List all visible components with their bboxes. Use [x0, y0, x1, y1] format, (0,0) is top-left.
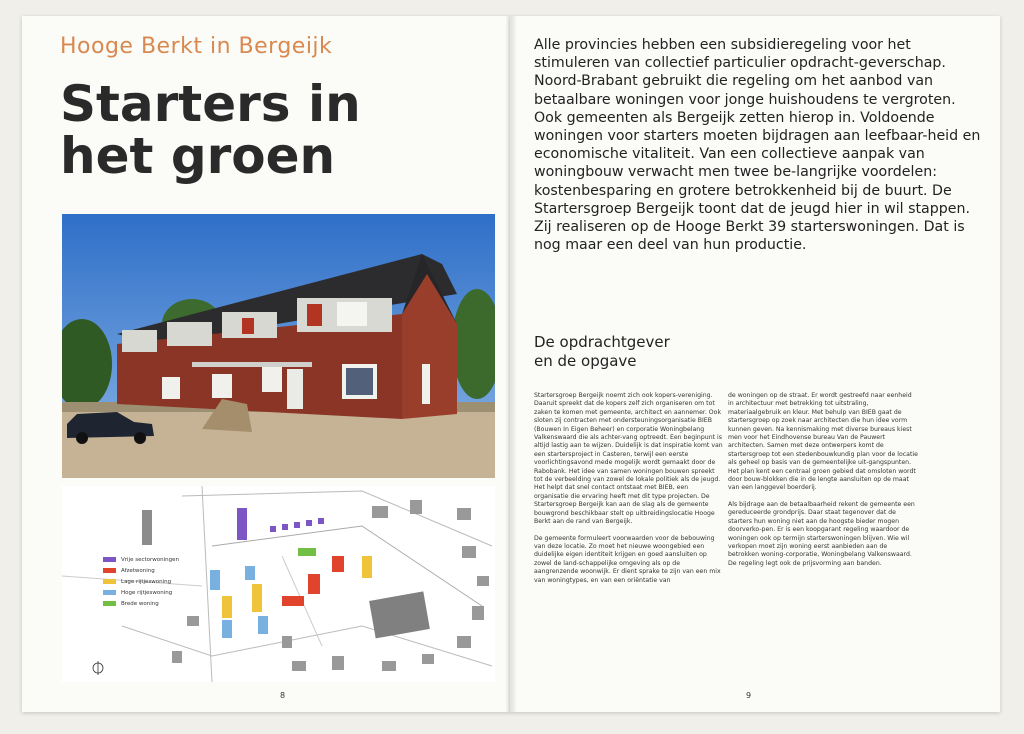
section-heading-line-2: en de opgave	[534, 352, 637, 370]
body-column-1	[534, 392, 724, 593]
intro-text: Alle provincies hebben een subsidieregeling voor het stimuleren van collectief particulier opdracht-geverschap. Noord-Brabant gebruikt die regeling om het aanbod van betaalbare woningen voor jonge huishoudens te vergroten. Ook gemeenten als Bergeijk zetten hierop in. Voldoende woningen voor starters moeten bijdragen aan leefbaar-heid en economische vitaliteit. Van een collectieve aanpak van woningbouw verwacht men twee be-langrijke voordelen: kostenbesparing en grotere betrokkenheid bij de buurt. De Startersgroep Bergeijk toont dat de jeugd hier in wil stappen. Zij realiseren op de Hooge Berkt 39 starterswoningen. Dat is nog maar een deel van hun productie.	[534, 37, 981, 254]
page-number-right: 9	[746, 691, 752, 700]
section-heading	[534, 333, 670, 371]
houses-photo	[62, 214, 495, 478]
legend-swatch	[103, 579, 116, 584]
article-title	[60, 75, 361, 185]
body-paragraph: De gemeente formuleert voorwaarden voor de bebouwing van deze locatie. Zo moet het nieuwe woongebied een duidelijke eigen identiteit krijgen en goed aansluiten op zowel de land-schappelijke omgeving als op de aangrenzende woonwijk. Er dient sprake te zijn van een mix van woningtypes, en van een oriëntatie van	[534, 534, 721, 584]
body-paragraph: Startersgroep Bergeijk noemt zich ook kopers-vereniging. Daaruit spreekt dat de kopers zelf zich organiseren om tot zaken te komen met gemeente, architect en aannemer. Ook sloten zij contracten met ondersteuningsorganisatie BIEB (Bouwen In Eigen Beheer) en corporatie Woningbelang Valkenswaard die als achter-vang optreedt. Een beginpunt is altijd lastig aan te wijzen. Duidelijk is dat inspiratie komt van een startersproject in Casteren, terwijl een eerste voorlichtingsavond mede mogelijk wordt gemaakt door de Rabobank. Het idee van samen woningen bouwen spreekt tot de verbeelding van zowel de lokale politiek als de jeugd. Het helpt dat snel contact ontstaat met BIEB, een organisatie die ervaring heeft met dit type projecten. De Startersgroep Bergeijk kan aan de slag als de gemeente bouwgrond beschikbaar stelt op uitbreidingslocatie Hooge Berkt aan de rand van Bergeijk.	[534, 392, 723, 526]
legend-swatch	[103, 601, 116, 606]
legend-item	[103, 598, 179, 609]
legend-swatch	[103, 568, 116, 573]
legend-label: Brede woning	[121, 600, 159, 607]
page-number-left: 8	[280, 691, 286, 700]
legend-item	[103, 576, 179, 587]
site-plan-legend	[103, 554, 179, 609]
legend-swatch	[103, 590, 116, 595]
article-kicker: Hooge Berkt in Bergeijk	[60, 34, 333, 59]
body-paragraph: de woningen op de straat. Er wordt gestreefd naar eenheid in architectuur met betrekking tot uitstraling, materiaalgebruik en kleur. Met behulp van BIEB gaat de startersgroep op zoek naar architecten die hun idee vorm kunnen geven. Na kennismaking met diverse bureaus kiest men voor het Eindhovense bureau Van de Pauwert architecten. Samen met deze ontwerpers komt de startersgroep tot een stedenbouwkundig plan voor de locatie als geheel op basis van de gemeentelijke uit-gangspunten. Het plan kent een centraal groen gebied dat omsloten wordt door bouw-blokken die in de lengte aansluiten op de maat van een langgevel boerderij.	[728, 392, 918, 492]
site-plan	[62, 486, 495, 682]
section-heading-line-1: De opdrachtgever	[534, 333, 670, 351]
legend-item	[103, 587, 179, 598]
right-page	[510, 16, 1000, 712]
title-line-2: het groen	[60, 127, 336, 185]
body-paragraph: Als bijdrage aan de betaalbaarheid rekent de gemeente een gereduceerde grondprijs. Daar staat tegenover dat de starters hun woning niet aan de hoogste bieder mogen doorverko-pen. Er is een koopgarant regeling waardoor de woningen ook op termijn starterswoningen blijven. Wie wil verkopen moet zijn woning eerst aanbieden aan de betrokken woning-corporatie, Woningbelang Valkenswaard. De regeling legt ook de prijsvorming aan banden.	[728, 500, 915, 567]
legend-swatch	[103, 557, 116, 562]
left-page	[22, 16, 510, 712]
legend-label: Lage rijtjeswoning	[121, 578, 172, 585]
intro-paragraph	[534, 36, 986, 254]
legend-item	[103, 554, 179, 565]
book-gutter	[505, 16, 517, 712]
body-column-2	[728, 392, 918, 576]
legend-label: Afzetwoning	[121, 567, 155, 574]
title-line-1: Starters in	[60, 75, 361, 133]
legend-label: Hoge rijtjeswoning	[121, 589, 173, 596]
legend-item	[103, 565, 179, 576]
legend-label: Vrije sectorwoningen	[121, 556, 179, 563]
